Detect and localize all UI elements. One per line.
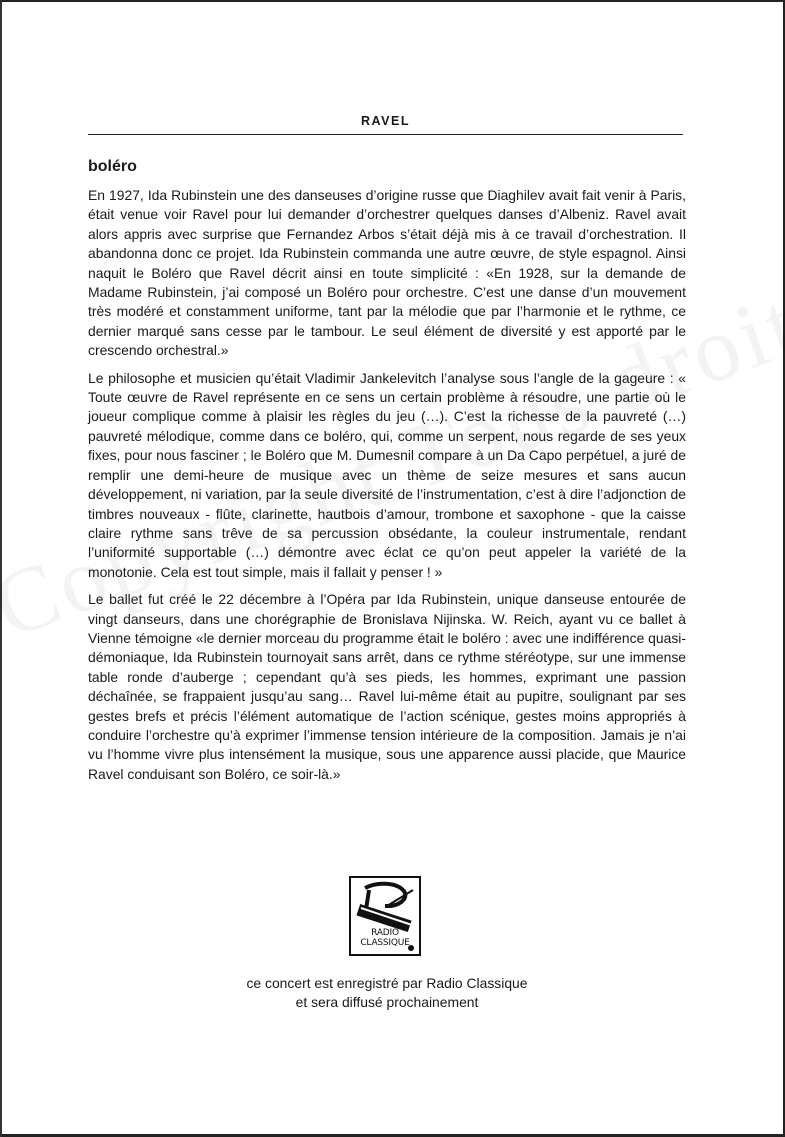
scan-border-top <box>0 0 785 2</box>
logo-text-radio: RADIO <box>371 928 399 938</box>
article-body <box>88 186 686 792</box>
paragraph-2: Le philosophe et musicien qu’était Vladimir Jankelevitch l’analyse sous l’angle de la gageure : « Toute œuvre de Ravel représente en ce sens un certain problème à résoudre, une partie où le joueur complique comme à plaisir les règles du jeu (…). C’est la richesse de la pauvreté (…) pauvreté mélodique, comme dans ce boléro, qui, comme un serpent, nous regarde de ses yeux fixes, pour nous fasciner ; le Boléro que M. Dumesnil compare à un Da Capo perpétuel, a juré de remplir une demi-heure de musique avec un thème de seize mesures et sans aucun développement, ni variation, par la seule diversité de l’instrumentation, c’est à dire l’adjonction de timbres nouveaux - flûte, clarinette, hautbois d’amour, trombone et saxophone - que la caisse claire rythme sans trêve de sa percussion obsédante, la couleur instrumentale, rendant l’uniformité supportable (…) démontre avec éclat ce qu’on peut appeler la variété de la monotonie. Cela est tout simple, mais il fallait y penser ! » <box>88 369 686 580</box>
paragraph-3: Le ballet fut créé le 22 décembre à l’Opéra par Ida Rubinstein, unique danseuse entourée de vingt danseurs, dans une chorégraphie de Bronislava Nijinska. W. Reich, ayant vu ce ballet à Vienne témoigne «le dernier morceau du programme était le boléro : avec une indifférence quasi-démoniaque, Ida Rubinstein tournoyait sans arrêt, dans ce rythme stéréotype, sur une immense table ronde d’auberge ; cependant qu’à ses pieds, les hommes, exprimant une passion déchaînée, se frappaient jusqu’au sang… Ravel lui-même était au pupitre, soulignant par ses gestes brefs et précis l’élément automatique de l’action scénique, gestes moins appropriés à conduire l’orchestre qu’à exprimer l’immense tension intérieure de la composition. Jamais je n’ai vu l’homme vivre plus intensément la musique, sous une apparence aussi placide, que Maurice Ravel conduisant son Boléro, ce soir-là.» <box>88 591 686 782</box>
footer-line-2: et sera diffusé prochainement <box>295 994 479 1010</box>
logo-text-classique: CLASSIQUE <box>360 938 410 948</box>
header-divider <box>88 134 683 135</box>
scan-border-left <box>0 0 2 1137</box>
footer-note <box>88 974 686 1012</box>
section-title: boléro <box>88 158 137 175</box>
page-header-title: RAVEL <box>361 114 410 128</box>
radio-classique-logo <box>349 876 421 956</box>
paragraph-1: En 1927, Ida Rubinstein une des danseuses d’origine russe que Diaghilev avait fait venir à Paris, était venue voir Ravel pour lui demander d’orchestrer quelques danses d’Albeniz. Ravel avait alors appris avec surprise que Fernandez Arbos s’était déjà mis à ce travail d’orchestration. Il abandonna donc ce projet. Ida Rubinstein commanda une autre œuvre, de style espagnol. Ainsi naquit le Boléro que Ravel décrit ainsi en toute simplicité : «En 1928, sur la demande de Madame Rubinstein, j’ai composé un Boléro pour orchestre. C’est une danse d’un mouvement très modéré et constamment uniforme, tant par la mélodie que par l’harmonie et le rythme, ce dernier marqué sans cesse par le tambour. Le seul élément de diversité y est apporté par le crescendo orchestral.» <box>88 187 686 359</box>
footer-line-1: ce concert est enregistré par Radio Classique <box>246 975 528 991</box>
